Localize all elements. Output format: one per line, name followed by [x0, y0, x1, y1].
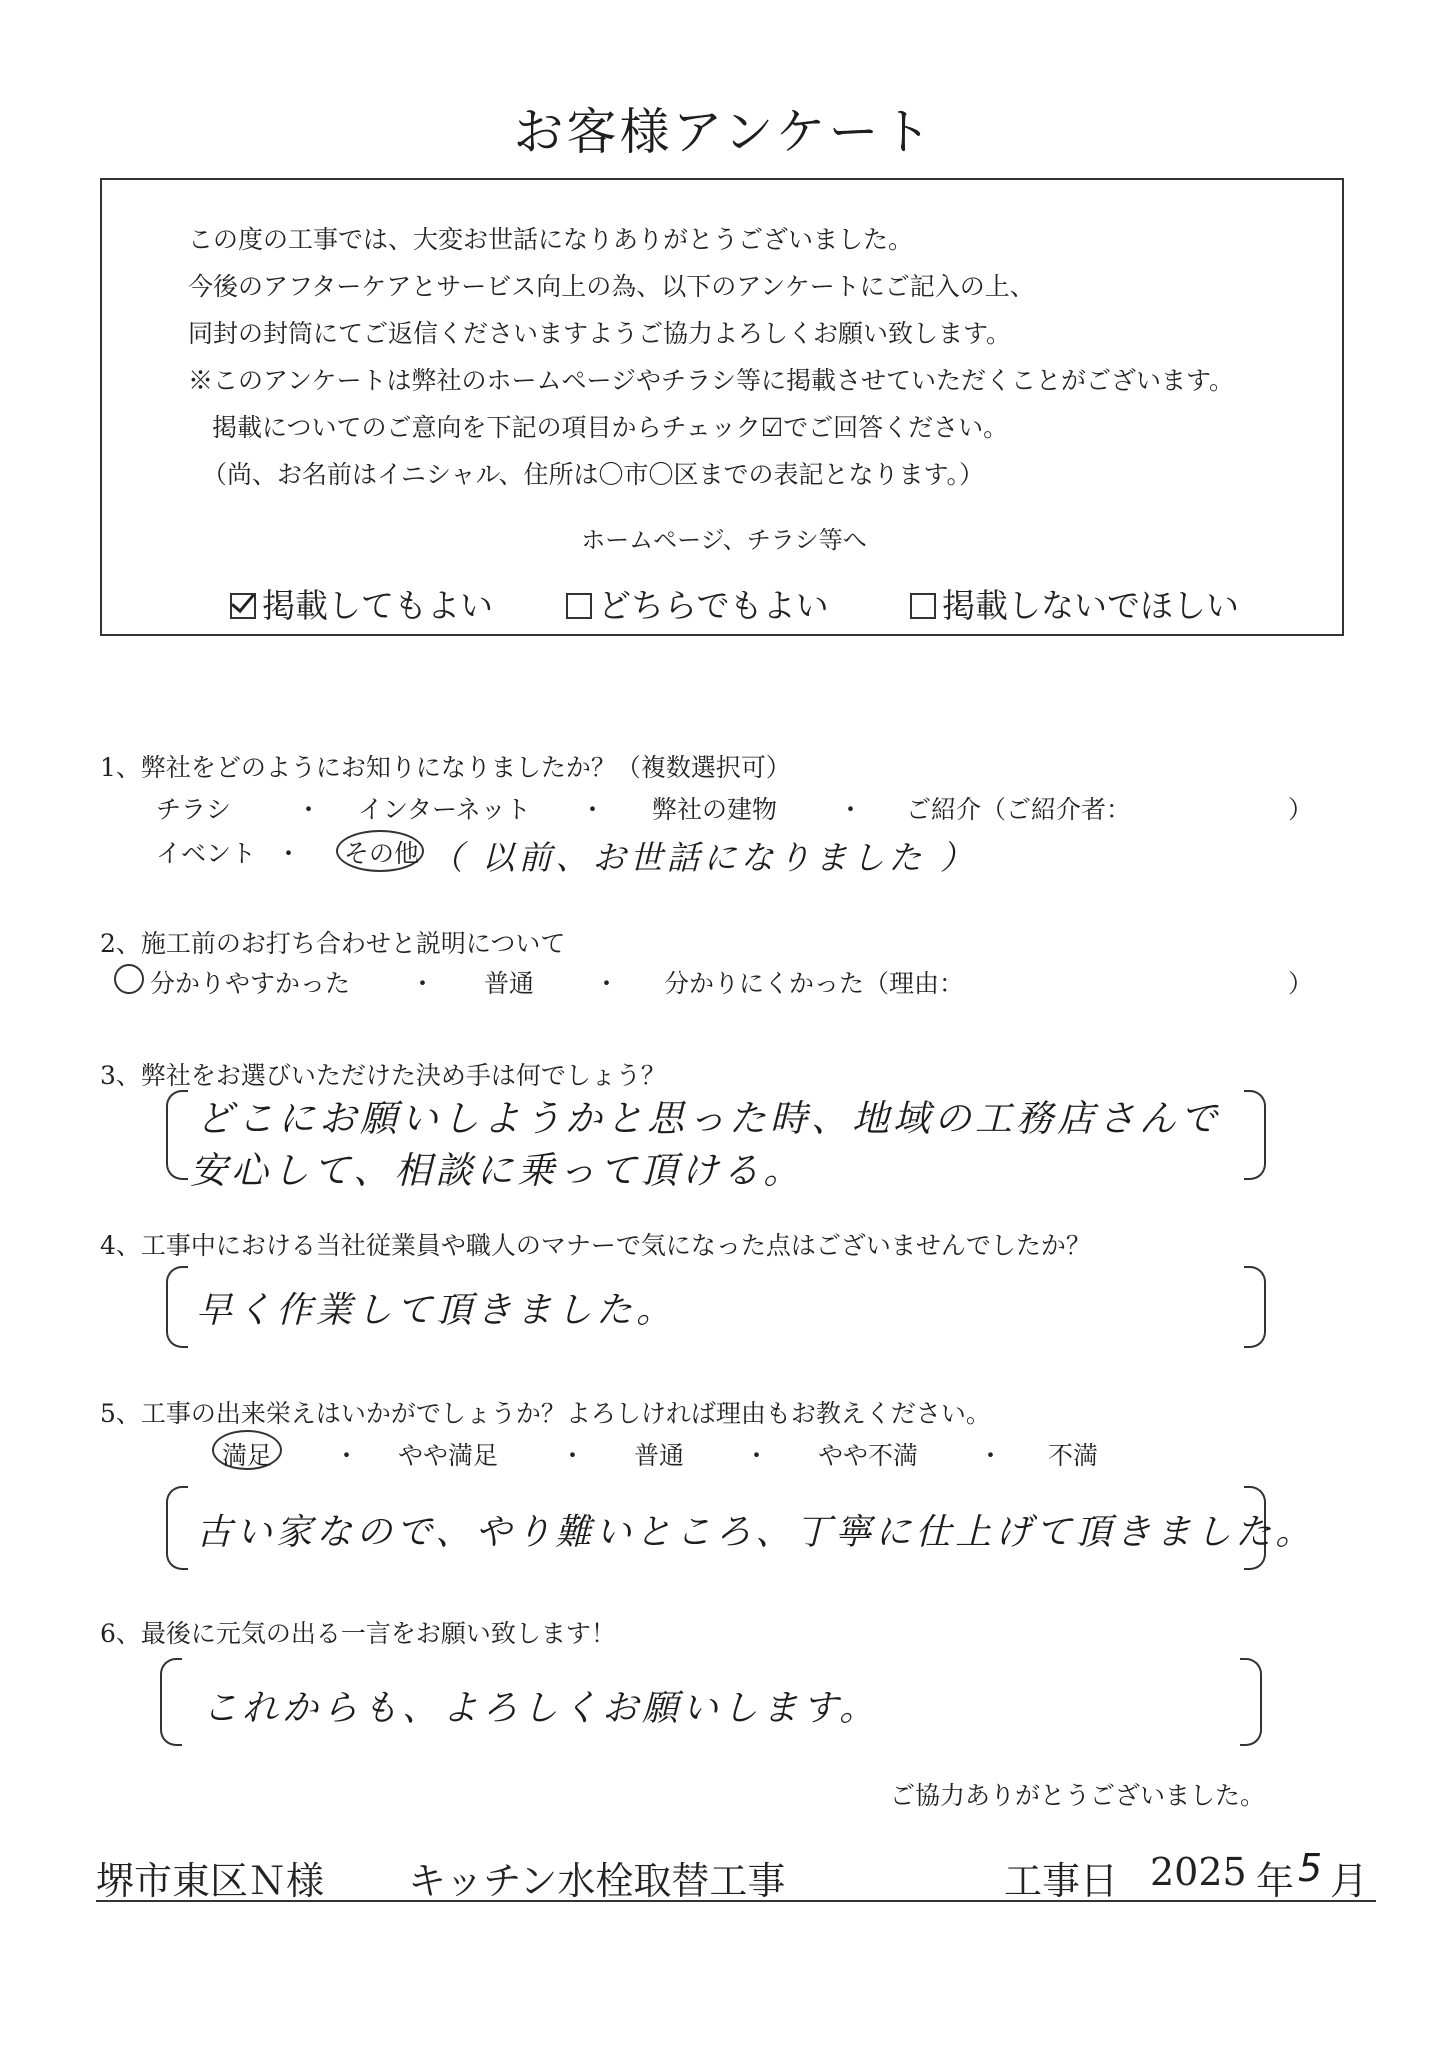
q3-answer-line2: 安心して、相談に乗って頂ける。	[190, 1149, 805, 1192]
intro-line: 今後のアフターケアとサービス向上の為、以下のアンケートにご記入の上、	[188, 272, 1035, 301]
footer-date-label: 工事日	[1004, 1859, 1119, 1903]
question-1: 1、弊社をどのようにお知りになりましたか？（複数選択可）	[100, 753, 791, 782]
answer-bracket-right	[1244, 1090, 1266, 1180]
q5-option-normal[interactable]: 普通	[634, 1441, 685, 1470]
footer-underline	[96, 1900, 1376, 1902]
q5-option-somewhat-unsatisfied[interactable]: やや不満	[818, 1441, 919, 1470]
q2-option-unclear[interactable]: 分かりにくかった（理由：	[664, 969, 965, 998]
intro-line: この度の工事では、大変お世話になりありがとうございました。	[188, 225, 914, 254]
publish-option-label: どちらでもよい	[598, 586, 829, 625]
page-title: お客様アンケート	[513, 103, 935, 161]
footer-month: 5	[1298, 1846, 1327, 1890]
q5-separator: ・	[560, 1441, 586, 1470]
answer-bracket-left	[160, 1658, 182, 1746]
q1-separator: ・	[580, 795, 606, 824]
q2-option-normal[interactable]: 普通	[484, 969, 535, 998]
checkbox-icon[interactable]	[566, 593, 592, 619]
q3-answer-line1: どこにお願いしようかと思った時、地域の工務店さんで	[196, 1097, 1221, 1140]
footer-month-suffix: 月	[1330, 1859, 1369, 1903]
q1-option-referral[interactable]: ご紹介（ご紹介者：	[906, 795, 1132, 824]
answer-bracket-right	[1240, 1658, 1262, 1746]
q1-option-internet[interactable]: インターネット	[358, 795, 531, 824]
q2-separator: ・	[410, 969, 436, 998]
checkbox-checked-icon[interactable]	[230, 593, 256, 619]
q5-option-somewhat-satisfied[interactable]: やや満足	[398, 1441, 499, 1470]
answer-bracket-left	[166, 1486, 188, 1570]
intro-box	[100, 178, 1344, 636]
q1-other-answer: （ 以前、お世話になりました ）	[430, 838, 977, 877]
question-6: 6、最後に元気の出る一言をお願い致します！	[100, 1619, 616, 1648]
selection-circle	[114, 964, 144, 994]
q1-option-flyer[interactable]: チラシ	[156, 795, 232, 824]
answer-bracket-left	[166, 1090, 188, 1180]
q5-separator: ・	[334, 1441, 360, 1470]
question-3: 3、弊社をお選びいただけた決め手は何でしょう？	[100, 1061, 666, 1090]
q2-close-paren: ）	[1288, 969, 1314, 998]
q1-separator: ・	[296, 795, 322, 824]
footer-year-suffix: 年	[1256, 1859, 1295, 1903]
footer-project: キッチン水栓取替工事	[408, 1859, 786, 1903]
q5-answer: 古い家なので、やり難いところ、丁寧に仕上げて頂きました。	[196, 1512, 1316, 1553]
question-2: 2、施工前のお打ち合わせと説明について	[100, 929, 566, 958]
publish-heading: ホームページ、チラシ等へ	[581, 526, 867, 554]
q1-close-paren: ）	[1288, 795, 1314, 824]
publish-option-label: 掲載してもよい	[262, 586, 493, 625]
answer-bracket-right	[1244, 1266, 1266, 1348]
question-4: 4、工事中における当社従業員や職人のマナーで気になった点はございませんでしたか？	[100, 1231, 1091, 1260]
thanks-text: ご協力ありがとうございました。	[890, 1781, 1266, 1810]
q5-option-unsatisfied[interactable]: 不満	[1048, 1441, 1099, 1470]
publish-option-label: 掲載しないでほしい	[942, 586, 1239, 625]
q5-separator: ・	[744, 1441, 770, 1470]
q1-option-building[interactable]: 弊社の建物	[652, 795, 778, 824]
answer-bracket-left	[166, 1266, 188, 1348]
q6-answer: これからも、よろしくお願いします。	[202, 1688, 880, 1729]
q1-option-other[interactable]: その他	[344, 839, 420, 868]
q4-answer: 早く作業して頂きました。	[196, 1290, 677, 1331]
q1-separator: ・	[838, 795, 864, 824]
intro-line: ※このアンケートは弊社のホームページやチラシ等に掲載させていただくことがございます。	[188, 366, 1235, 395]
q1-separator: ・	[276, 839, 302, 868]
q2-option-clear[interactable]: 分かりやすかった	[150, 969, 351, 998]
question-5: 5、工事の出来栄えはいかがでしょうか？よろしければ理由もお教えください。	[100, 1399, 991, 1428]
publish-option-no[interactable]	[910, 580, 1239, 627]
footer-year: 2025	[1150, 1850, 1247, 1894]
q1-option-event[interactable]: イベント	[156, 839, 257, 868]
publish-option-ok[interactable]	[230, 580, 493, 627]
q5-option-satisfied[interactable]: 満足	[222, 1441, 273, 1470]
intro-line: 同封の封筒にてご返信くださいますようご協力よろしくお願い致します。	[188, 319, 1012, 348]
intro-line: （尚、お名前はイニシャル、住所は〇市〇区までの表記となります。）	[202, 460, 985, 489]
footer-customer: 堺市東区Ｎ様	[96, 1859, 325, 1903]
intro-line: 掲載についてのご意向を下記の項目からチェック☑でご回答ください。	[212, 413, 1009, 442]
q2-separator: ・	[594, 969, 620, 998]
publish-option-either[interactable]	[566, 580, 829, 627]
checkbox-icon[interactable]	[910, 593, 936, 619]
q5-separator: ・	[978, 1441, 1004, 1470]
